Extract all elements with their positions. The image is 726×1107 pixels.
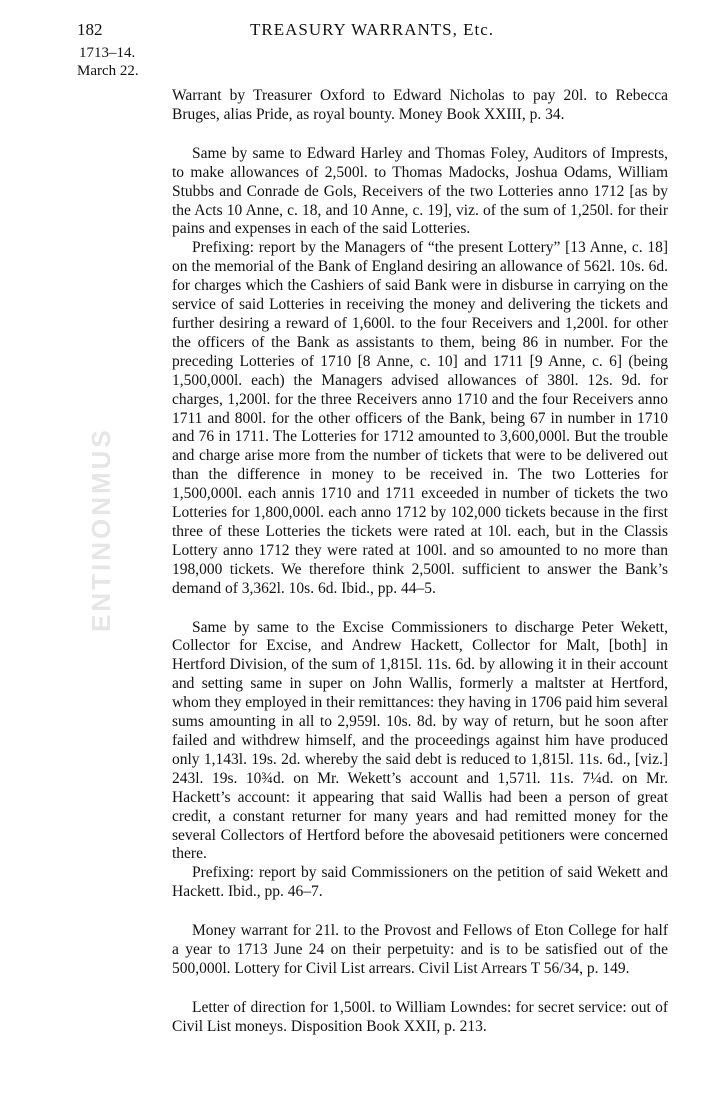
page-header xyxy=(77,20,667,46)
entry-nicholas-warrant xyxy=(172,87,668,125)
entry-prefixing-paragraph: Prefixing: report by the Managers of “the present Lottery” [13 Anne, c. 18] on the memorial of the Bank of England desiring an allowance of 562l. 10s. 6d. for charges which the Cashiers of said Bank were in disburse in carrying on the service of said Lotteries in receiving the money and delivering the tickets and further desiring a reward of 1,600l. to the four Receivers and 1,200l. for other the officers of the Bank as assistants to them, being 86 in number. For the preceding Lotteries of 1710 [8 Anne, c. 10] and 1711 [9 Anne, c. 6] (being 1,500,000l. each) the Managers advised allowances of 380l. 12s. 9d. for charges, 1,200l. for the three Receivers anno 1710 and the four Receivers anno 1711 and 800l. for the other officers of the Bank, being 67 in number in 1710 and 76 in 1711. The Lotteries for 1712 amounted to 3,600,000l. But the trouble and charge arise more from the number of tickets that were to be delivered out than the difference in money to be received in. The two Lotteries for 1,500,000l. each annis 1710 and 1711 exceeded in number of tickets the two Lotteries for 1,800,000l. each anno 1712 by 102,000 tickets because in the first three of these Lotteries the tickets were rated at 10l. each, but in the Classis Lottery anno 1712 they were rated at 100l. and so amounted to no more than 198,000 tickets. We therefore think 2,500l. sufficient to answer the Bank’s demand of 3,362l. 10s. 6d. Ibid., pp. 44–5. xyxy=(172,239,668,597)
margin-date-column xyxy=(77,44,167,80)
entry-excise-discharge xyxy=(172,619,668,903)
document-body xyxy=(172,87,668,1057)
running-head: TREASURY WARRANTS, Etc. xyxy=(249,20,495,39)
margin-years: 1713–14. xyxy=(79,45,136,61)
margin-date: March 22. xyxy=(77,63,139,79)
entry-paragraph: Letter of direction for 1,500l. to William Lowndes: for secret service: out of Civil List moneys. Disposition Book XXII, p. 213. xyxy=(172,998,668,1035)
entry-lowndes-letter xyxy=(172,999,668,1037)
entry-paragraph: Same by same to Edward Harley and Thomas Foley, Auditors of Imprests, to make allowances of 2,500l. to Thomas Madocks, Joshua Odams, William Stubbs and Conrade de Gols, Receivers of the two Lotteries anno 1712 [as by the Acts 10 Anne, c. 18, and 10 Anne, c. 19], viz. of the sum of 1,250l. for their pains and expenses in each of the said Lotteries. xyxy=(172,144,668,238)
page-number: 182 xyxy=(77,20,103,39)
entry-paragraph: Same by same to the Excise Commissioners to discharge Peter Wekett, Collector for Excise, and Andrew Hackett, Collector for Malt, [both] in Hertford Division, of the sum of 1,815l. 11s. 6d. by allowing it in their account and setting same in super on John Wallis, formerly a maltster at Hertford, whom they employed in their remittances: they having in 1706 paid him several sums amounting in all to 2,959l. 10s. 8d. by way of return, but he soon after failed and withdrew himself, and the proceedings against him have produced only 1,143l. 19s. 2d. whereby the said debt is reduced to 1,815l. 11s. 6d., [viz.] 243l. 19s. 10¾d. on Mr. Wekett’s account and 1,571l. 11s. 7¼d. on Mr. Hackett’s account: it appearing that said Wallis had been a person of great credit, a constant returner for many years and had remitted money for the several Collectors of Hertford before the abovesaid petitioners were concerned there. xyxy=(172,618,668,863)
entry-eton-college xyxy=(172,922,668,979)
entry-prefixing-paragraph: Prefixing: report by said Commissioners on the petition of said Wekett and Hackett. Ibid., pp. 46–7. xyxy=(172,864,668,901)
entry-lottery-receivers xyxy=(172,145,668,599)
library-watermark: ENTINONMUS xyxy=(86,427,116,633)
entry-paragraph: Money warrant for 21l. to the Provost and Fellows of Eton College for half a year to 1713 June 24 on their perpetuity: and is to be satisfied out of the 500,000l. Lottery for Civil List arrears. Civil List Arrears T 56/34, p. 149. xyxy=(172,922,668,977)
entry-paragraph: Warrant by Treasurer Oxford to Edward Nicholas to pay 20l. to Rebecca Bruges, alias Pride, as royal bounty. Money Book XXIII, p. 34. xyxy=(172,87,668,123)
